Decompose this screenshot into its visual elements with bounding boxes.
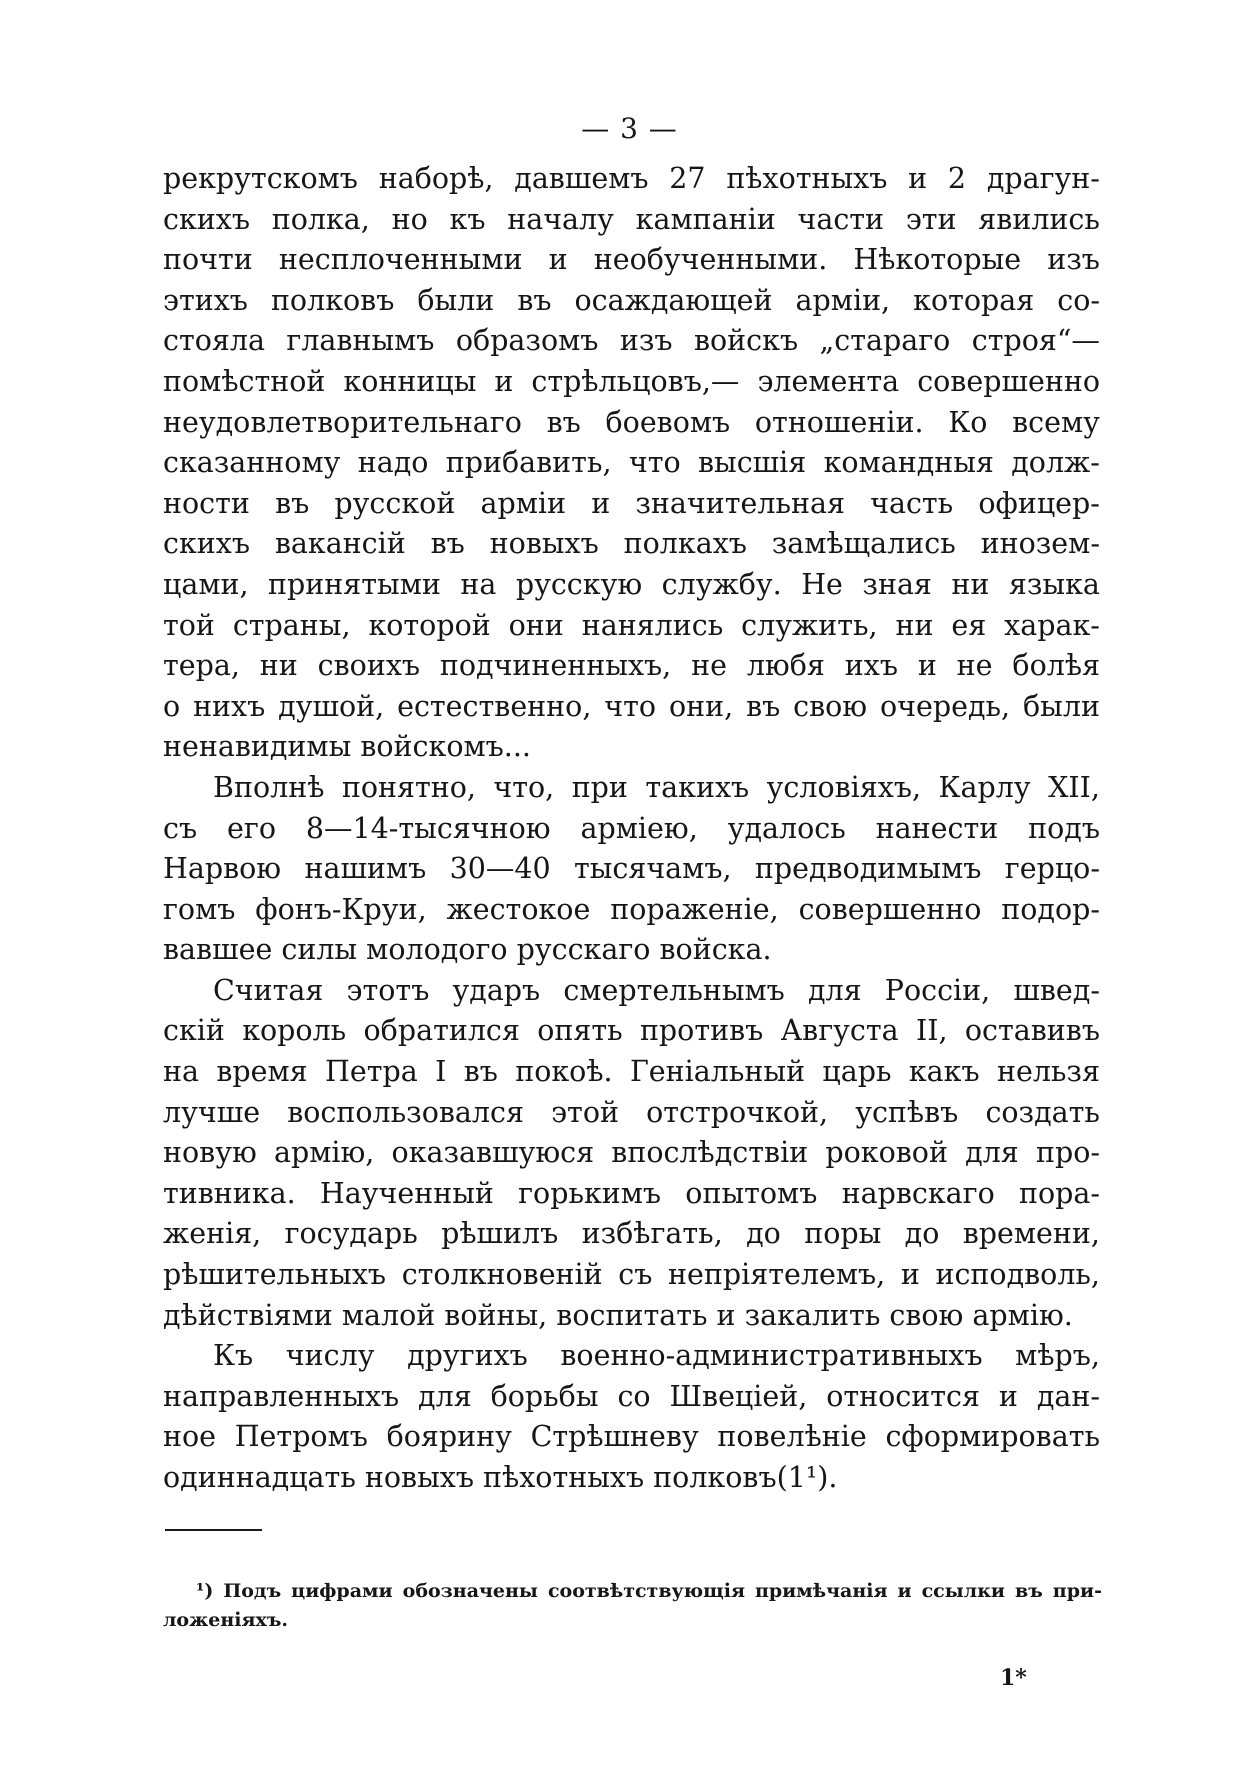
text-line [163,1214,1100,1255]
word: полкахъ [623,527,747,561]
word: замѣщались [771,527,956,561]
word: для [418,1379,472,1413]
word: при [571,770,628,804]
word: ности [163,486,250,520]
word: швед- [1013,973,1100,1007]
word: гомъ [163,892,236,926]
word: въ [430,527,465,561]
text-line [163,565,1100,606]
text-line [163,484,1100,525]
word: боярину [386,1420,512,1454]
text-line [163,240,1100,281]
word: 30—40 [449,852,551,886]
word: и [998,1379,1018,1413]
word: армію, [273,1136,375,1170]
text-line [163,1417,1100,1458]
word: обозначены [402,1580,538,1602]
word: соотвѣтствующія [547,1580,745,1602]
text-line [163,809,1100,850]
text-line [163,890,1100,931]
word: ссылки [921,1580,1006,1602]
word: которая [913,283,1035,317]
word: Не [801,567,843,601]
text-line: вавшее силы молодого русскаго войска. [163,933,772,967]
word: любя [746,649,825,683]
word: въ [746,689,781,723]
word: числу [285,1339,375,1373]
word: до [746,1217,781,1251]
word: сказанному [163,446,341,480]
word: дан- [1036,1379,1100,1413]
word: 8—14-тысячною [305,811,551,845]
word: арміи, [795,283,891,317]
word: Карлу [938,770,1031,804]
word: фонъ-Круи, [255,892,427,926]
word: и [917,649,937,683]
word: король [242,1014,347,1048]
word: неудовлетворительнаго [163,405,522,439]
text-line [163,1255,1100,1296]
word: долж- [1011,446,1100,480]
word: обратился [363,1014,520,1048]
text-line [163,1052,1100,1093]
word: оставивъ [964,1014,1100,1048]
text-line [163,321,1100,362]
word: въ [463,1055,498,1089]
word: лучше [163,1095,261,1129]
word: главнымъ [286,324,435,358]
word: страны, [232,608,351,642]
word: всему [1012,405,1100,439]
word: что [628,446,681,480]
text-line [163,281,1100,322]
word: 2 [947,162,967,195]
word: Швеціей, [669,1379,808,1413]
word: новую [163,1136,257,1170]
word: про- [1035,1136,1100,1170]
word: Вполнѣ [213,770,325,804]
word: военно-административныхъ [560,1339,983,1373]
word: изъ [619,324,673,358]
word: служить, [741,608,878,642]
word: боевомъ [605,405,731,439]
word: нихъ [193,689,266,723]
text-line [163,524,1100,565]
word: на [163,1055,199,1089]
word: этотъ [346,973,430,1007]
word: къ [449,202,486,236]
word: не [956,649,993,683]
word: впослѣдствіи [611,1136,809,1170]
word: Подъ [223,1580,282,1602]
word: арміею, [580,811,698,845]
word: очередь, [880,689,1011,723]
word: и [591,486,611,520]
word: опытомъ [685,1176,818,1210]
word: ни [895,608,934,642]
word: до [904,1217,940,1251]
word: и [908,162,928,195]
body-text [163,159,1100,1499]
word: условіяхъ, [766,770,922,804]
word: Стрѣшневу [530,1420,699,1454]
word: они, [668,689,734,723]
word: герцо- [1004,852,1100,886]
text-line [163,362,1100,403]
word: высшія [697,446,807,480]
word: полка, [271,202,370,236]
word: противъ [639,1014,764,1048]
footnote-line [196,1577,1102,1606]
word: русскую [515,567,643,601]
word: элемента [757,364,900,398]
word: часть [870,486,954,520]
word: полковъ [270,283,395,317]
word: совершенно [917,364,1100,398]
footnote [163,1577,1102,1635]
word: части [797,202,885,236]
word: „стараго [819,324,951,358]
word: подчиненныхъ, [439,649,672,683]
word: рѣшительныхъ [163,1258,387,1292]
word: офицер- [978,486,1100,520]
word: нашимъ [304,852,427,886]
word: которой [368,608,491,642]
word: его [227,811,276,845]
word: новыхъ [489,527,599,561]
word: ¹) [196,1580,214,1602]
word: Ко [948,405,988,439]
word: примѣчанія [754,1580,888,1602]
word: государь [284,1217,418,1251]
word: повелѣніе [717,1420,867,1454]
word: ное [163,1420,217,1454]
word: рѣшилъ [441,1217,559,1251]
text-line [163,159,1100,200]
word: отстрочкой, [646,1095,829,1129]
word: 27 [669,162,706,195]
word: зная [862,567,932,601]
word: избѣгать, [581,1217,723,1251]
word: со- [1057,283,1100,317]
word: наборѣ, [378,162,494,195]
word: тивника. [163,1176,296,1210]
word: нарвскаго [841,1176,995,1210]
word: I [435,1055,447,1089]
word: ея [951,608,987,642]
word: стояла [163,324,265,358]
word: Считая [213,973,324,1007]
word: понятно, [341,770,476,804]
word: инозем- [980,527,1100,561]
word: болѣя [1012,649,1100,683]
word: непріятелемъ, [668,1258,886,1292]
word: стрѣльцовъ,— [531,364,740,398]
word: своихъ [317,649,421,683]
word: отношеніи. [754,405,924,439]
word: при- [1052,1580,1102,1602]
word: удалось [727,811,846,845]
word: борьбы [490,1379,599,1413]
word: совершенно [798,892,982,926]
word: этой [551,1095,619,1129]
word: русской [334,486,456,520]
text-line: ненавидимы войскомъ... [163,730,531,764]
word: были [1023,689,1100,723]
word: ни [951,567,990,601]
word: той [163,608,215,642]
word: вакансій [274,527,406,561]
word: Августа [780,1014,899,1048]
word: времени, [962,1217,1100,1251]
text-line [163,1377,1100,1418]
footnote-line: ложеніяхъ. [163,1609,289,1631]
word: эти [905,202,957,236]
text-line: дѣйствіями малой войны, воспитать и закалить свою армію. [163,1298,1073,1332]
word: кампаніи [635,202,776,236]
word: необученными. [593,243,828,277]
word: относится [826,1379,980,1413]
word: харак- [1004,608,1100,642]
word: XII, [1048,770,1100,804]
word: этихъ [163,283,248,317]
word: помѣстной [163,364,326,398]
word: женія, [163,1217,262,1251]
word: давшемъ [514,162,649,195]
word: и [897,1580,912,1602]
word: языка [1008,567,1100,601]
word: ударъ [452,973,541,1007]
word: явились [978,202,1100,236]
text-line [163,1174,1100,1215]
word: царь [822,1055,892,1089]
word: цифрами [291,1580,393,1602]
word: арміи [480,486,567,520]
word: пора- [1018,1176,1100,1210]
word: ни [259,649,298,683]
word: поры [804,1217,882,1251]
word: Петромъ [234,1420,368,1454]
word: не [691,649,727,683]
word: прибавить, [445,446,612,480]
word: что, [493,770,555,804]
text-line [163,646,1100,687]
word: пораженіе, [610,892,779,926]
word: рекрутскомъ [163,162,358,195]
word: въ [275,486,310,520]
word: цами, [163,567,249,601]
word: предводимымъ [754,852,982,886]
word: покоѣ. [515,1055,613,1089]
word: роковой [825,1136,948,1170]
word: Нарвою [163,852,282,886]
word: какъ [908,1055,980,1089]
word: для [965,1136,1019,1170]
text-line [163,403,1100,444]
word: нанялись [581,608,724,642]
word: съ [618,1258,653,1292]
word: конницы [343,364,477,398]
word: несплоченными [278,243,523,277]
text-line [163,1093,1100,1134]
word: началу [507,202,614,236]
text-line [163,768,1100,809]
text-line [163,443,1100,484]
word: службу. [661,567,782,601]
word: столкновеній [401,1258,603,1292]
word: мѣръ, [1015,1339,1100,1373]
text-line [163,687,1100,728]
word: образомъ [455,324,599,358]
word: смертельнымъ [563,973,785,1007]
page-number: — 3 — [581,112,678,145]
word: воспользовался [287,1095,524,1129]
word: войскъ [693,324,799,358]
text-line [163,200,1100,241]
word: скій [163,1014,225,1048]
word: создать [985,1095,1100,1129]
word: на [460,567,497,601]
word: нельзя [996,1055,1100,1089]
word: Геніальный [629,1055,806,1089]
word: оказавшуюся [391,1136,595,1170]
word: съ [163,811,198,845]
word: ихъ [844,649,898,683]
text-line [163,1133,1100,1174]
word: опять [537,1014,623,1048]
word: они [508,608,564,642]
word: надо [357,446,429,480]
word: пѣхотныхъ [726,162,888,195]
word: принятыми [268,567,441,601]
word: въ [546,405,581,439]
word: тысячамъ, [573,852,732,886]
word: горькимъ [518,1176,662,1210]
word: II, [915,1014,948,1048]
text-line: одиннадцать новыхъ пѣхотныхъ полковъ(1¹). [163,1461,838,1494]
word: въ [517,283,552,317]
word: естественно, [397,689,592,723]
word: душой, [278,689,385,723]
word: подор- [1001,892,1100,926]
footnote-divider [165,1529,262,1531]
word: Петра [325,1055,418,1089]
word: со [617,1379,651,1413]
word: строя“— [971,324,1100,358]
word: исподволь, [935,1258,1100,1292]
word: успѣвъ [855,1095,959,1129]
word: о [163,689,181,723]
word: скихъ [163,527,250,561]
word: сформировать [885,1420,1100,1454]
word: и [494,364,514,398]
word: что [604,689,657,723]
word: Россіи, [884,973,991,1007]
word: и [548,243,568,277]
word: почти [163,243,253,277]
word: направленныхъ [163,1379,400,1413]
word: Наученный [319,1176,494,1210]
word: въ [1015,1580,1043,1602]
word: такихъ [645,770,750,804]
word: жестокое [446,892,591,926]
text-line [163,1011,1100,1052]
word: Нѣкоторые [853,243,1022,277]
word: подъ [1028,811,1100,845]
text-line [163,849,1100,890]
word: но [391,202,428,236]
text-line [163,1336,1100,1377]
word: тера, [163,649,240,683]
word: значительная [635,486,845,520]
word: другихъ [407,1339,528,1373]
signature-mark: 1* [1000,1665,1027,1691]
word: Къ [213,1339,254,1373]
text-line [163,971,1100,1012]
word: для [807,973,862,1007]
word: были [417,283,495,317]
text-line [163,606,1100,647]
word: командныя [823,446,994,480]
word: осаждающей [574,283,773,317]
word: драгун- [986,162,1100,195]
word: скихъ [163,202,250,236]
word: и [900,1258,920,1292]
word: нанести [875,811,999,845]
word: свою [793,689,868,723]
word: время [216,1055,308,1089]
word: изъ [1047,243,1100,277]
